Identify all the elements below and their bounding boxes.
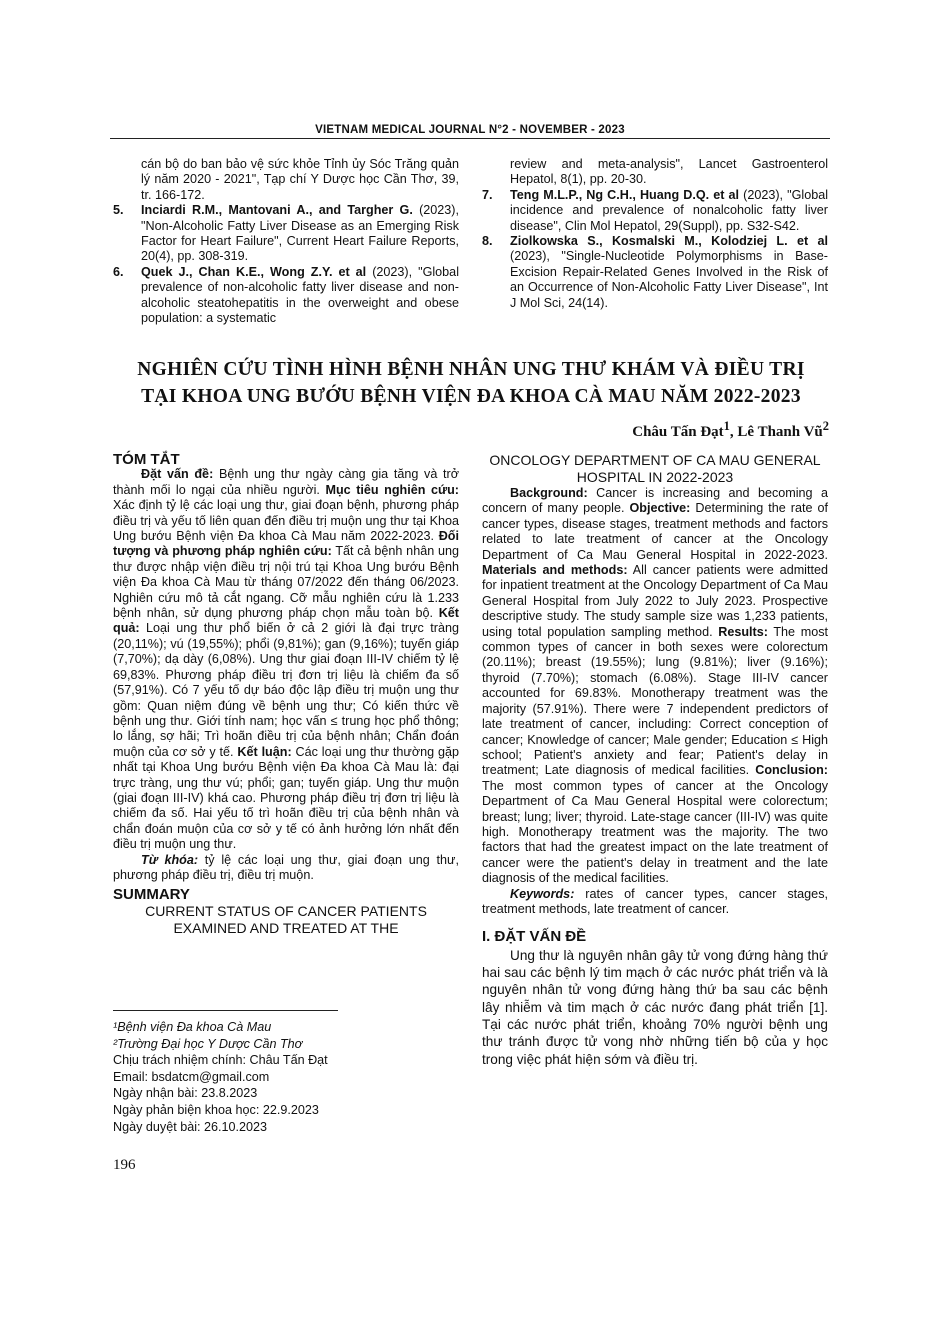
summary-body: Background: Cancer is increasing and becoming a concern of many people. Objective: Determining the rate of cancer types, disease stages, treatment methods and factors related to late treatment of cancer at the Oncology Department of Ca Mau General Hospital in 2022-2023. Materials and methods: All cancer patients were admitted for inpatient treatment at the Oncology Department of Ca Mau General Hospital from July 2022 to July 2023. Prospective descriptive study. The study sample size was 1,233 patients, using total population sampling method. Results: The most common types of cancer in both sexes were colorectum (20.11%); breast (19.55%); lung (9.81%); liver (9.16%); thyroid (7.70%); stomach (6.08%). Stage III-IV cancer accounted for 69.83%. Monotherapy treatment was the majority (57.91%). There were 7 independent predictors of late treatment of cancer, including: Correct conception of cancer; Knowledge of cancer; Male gender; Education ≤ High school; Patient's anxiety and fear; Patient's delay in treatment; Late diagnosis of medical facilities. Conclusion: The most common types of cancer at the Oncology Department of Ca Mau General Hospital were colorectum; breast; lung; liver; thyroid. Late-stage cancer (III-IV) was quite high. Monotherapy treatment was the majority. The two factors that had the greatest impact on the late treatment of cancer were the patient's delay in treatment and the late diagnosis of the medical facilities. bbox=[482, 486, 829, 886]
date-reviewed: Ngày phản biện khoa học: 22.9.2023 bbox=[113, 1102, 319, 1117]
summary-heading: SUMMARY bbox=[113, 886, 190, 904]
intro-heading: I. ĐẶT VẤN ĐỀ bbox=[482, 928, 587, 946]
summary-title-part1: CURRENT STATUS OF CANCER PATIENTS EXAMINED AND TREATED AT THE bbox=[145, 902, 427, 936]
reference-6-tail: review and meta-analysis", Lancet Gastroenterol Hepatol, 8(1), pp. 20-30. bbox=[510, 157, 828, 187]
summary-title-part2: ONCOLOGY DEPARTMENT OF CA MAU GENERAL HOSPITAL IN 2022-2023 bbox=[489, 452, 821, 485]
corresponding-author: Chịu trách nhiệm chính: Châu Tấn Đạt bbox=[113, 1053, 328, 1068]
reference-authors: Teng M.L.P., Ng C.H., Huang D.Q. et al bbox=[510, 187, 740, 202]
reference-7: 7. Teng M.L.P., Ng C.H., Huang D.Q. et al (2023), "Global incidence and prevalence of nonalcoholic fatty liver disease", Clin Mol Hepatol, 29(Suppl), pp. S32-S42. bbox=[482, 187, 829, 233]
header-rule bbox=[110, 138, 830, 139]
footnote-rule bbox=[113, 1010, 338, 1011]
summary-english bbox=[482, 452, 828, 1068]
email: Email: bsdatcm@gmail.com bbox=[113, 1069, 270, 1084]
abstract-keywords: Từ khóa: tỷ lệ các loại ung thư, giai đoạn ung thư, phương pháp điều trị, điều trị muộn. bbox=[113, 852, 459, 882]
abstract-heading: TÓM TẮT bbox=[113, 451, 180, 468]
references-left bbox=[113, 157, 459, 326]
references-right bbox=[482, 157, 828, 311]
date-received: Ngày nhận bài: 23.8.2023 bbox=[113, 1086, 258, 1101]
affiliation-2: ²Trường Đại học Y Dược Cần Thơ bbox=[113, 1036, 303, 1051]
footnotes bbox=[113, 1010, 453, 1135]
reference-authors: Inciardi R.M., Mantovani A., and Targher G. bbox=[141, 203, 413, 218]
article-authors: Châu Tấn Đạt$^1$, Lê Thanh $Vũ^2$ bbox=[632, 419, 829, 440]
reference-5: 5. Inciardi R.M., Mantovani A., and Targher G. (2023), "Non-Alcoholic Fatty Liver Disease as an Emerging Risk Factor for Heart Failure", Current Heart Failure Reports, 20(4), pp. 308-319. bbox=[113, 203, 460, 264]
journal-header: VIETNAM MEDICAL JOURNAL N°2 - NOVEMBER - 2023 bbox=[315, 124, 625, 136]
reference-authors: Ziolkowska S., Kosmalski M., Kolodziej L. et al bbox=[510, 234, 828, 249]
abstract-vietnamese bbox=[113, 452, 459, 937]
page-number: 196 bbox=[113, 1157, 136, 1173]
reference-authors: Quek J., Chan K.E., Wong Z.Y. et al bbox=[141, 264, 367, 279]
abstract-body: Đặt vấn đề: Bệnh ung thư ngày càng gia tăng và trở thành mối lo ngại của nhiều người. Mục tiêu nghiên cứu: Xác định tỷ lệ các loại ung thư, giai đoạn bệnh, phương pháp điều trị và yếu tố liên quan đến điều trị muộn ung thư tại Khoa Ung bướu Bệnh viện Đa khoa Cà Mau năm 2022-2023. Đối tượng và phương pháp nghiên cứu: Tất cả bệnh nhân ung thư được nhập viện điều trị nội trú tại Khoa Ung bướu Bệnh viện Đa khoa Cà Mau từ tháng 07/2022 đến tháng 06/2023. Nghiên cứu mô tả cắt ngang. Cỡ mẫu nghiên cứu là 1.233 bệnh nhân, sử dụng phương pháp chọn mẫu toàn bộ. Kết quả: Loại ung thư phổ biến ở cả 2 giới là đại trực tràng (20,11%); vú (19,55%); phổi (9,81%); gan (9,16%); tuyến giáp (7,70%); dạ dày (6,08%). Ung thư giai đoạn III-IV chiếm tỷ lệ 69,83%. Phương pháp điều trị đơn trị liệu là chiếm đa số (57,91%). Có 7 yếu tố dự báo độc lập điều trị muộn ung thư gồm: Quan niệm đúng về bệnh ung thư; Có kiến thức về bệnh ung thư. Giới tính nam; học vấn ≤ trung học phổ thông; lo lắng, sợ hãi; Trì hoãn điều trị của bệnh nhân; Chẩn đoán muộn của cơ sở y tế. Kết luận: Các loại ung thư thường gặp nhất tại Khoa Ung bướu Bệnh viện Đa khoa Cà Mau là: đại trực tràng, ung thư vú; phổi; gan; tuyến giáp. Ung thư muộn (giai đoạn III-IV) khá cao. Phương pháp điều trị đơn trị liệu là chiếm đa số. Hai yếu tố trì hoãn điều trị của bệnh nhân và chẩn đoán muộn của cơ sở y tế có ảnh hưởng lớn nhất đến điều trị muộn ung thư. bbox=[113, 467, 460, 852]
reference-4-tail: cán bộ do ban bảo vệ sức khỏe Tỉnh ủy Sóc Trăng quản lý năm 2020 - 2021", Tạp chí Y Dược học Cần Thơ, 39, tr. 166-172. bbox=[141, 157, 459, 202]
affiliation-1: ¹Bệnh viện Đa khoa Cà Mau bbox=[113, 1020, 272, 1034]
article-title: NGHIÊN CỨU TÌNH HÌNH BỆNH NHÂN UNG THƯ KHÁM VÀ ĐIỀU TRỊ TẠI KHOA UNG BƯỚU BỆNH VIỆN ĐA KHOA CÀ MAU NĂM 2022-2023 bbox=[137, 359, 805, 407]
intro-paragraph: Ung thư là nguyên nhân gây tử vong đứng hàng thứ hai sau các bệnh lý tim mạch ở các nước phát triển và là nguyên nhân tử vong đứng hàng thứ ba sau các bệnh lây nhiễm và tim mạch ở các nước đang phát triển [1]. Tại các nước phát triển, khoảng 70% người bệnh ung thư tránh được tử vong nhờ những tiến bộ của y học trong việc phát hiện sớm và điều trị. bbox=[482, 947, 828, 1067]
date-accepted: Ngày duyệt bài: 26.10.2023 bbox=[113, 1119, 268, 1134]
reference-8: 8. Ziolkowska S., Kosmalski M., Kolodziej L. et al (2023), "Single-Nucleotide Polymorphisms in Base-Excision Repair-Related Genes Involved in the Risk of an Occurrence of Non-Alcoholic Fatty Liver Disease", Int J Mol Sci, 24(14). bbox=[482, 234, 828, 310]
summary-keywords: Keywords: rates of cancer types, cancer stages, treatment methods, late treatment of cancer. bbox=[482, 886, 828, 916]
reference-6: 6. Quek J., Chan K.E., Wong Z.Y. et al (2023), "Global prevalence of non-alcoholic fatty liver disease and non-alcoholic steatohepatitis in the overweight and obese population: a systematic bbox=[113, 264, 459, 326]
